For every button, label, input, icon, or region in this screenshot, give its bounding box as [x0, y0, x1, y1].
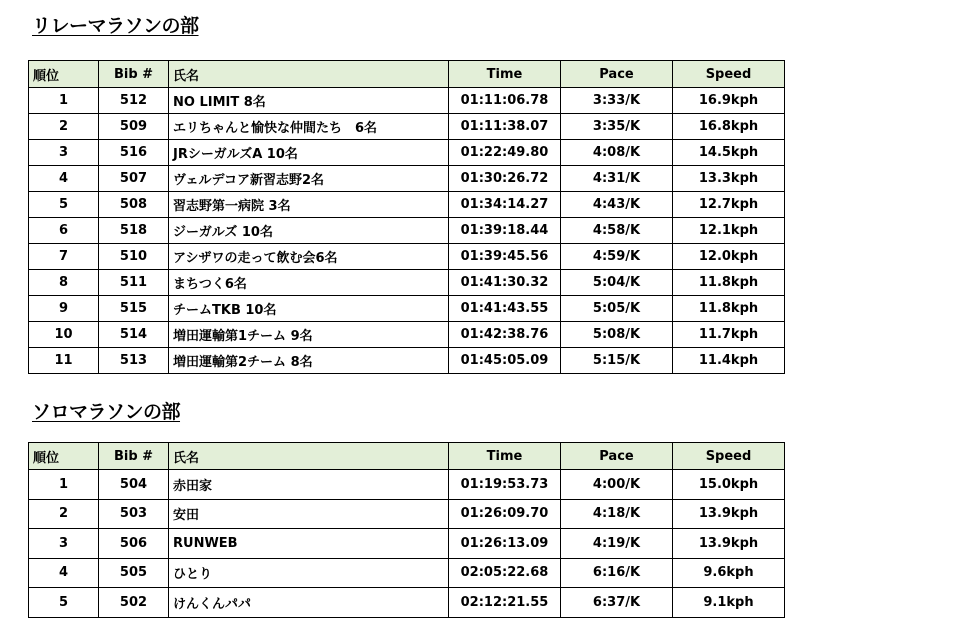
- speed-header: Speed: [673, 443, 785, 470]
- bib-cell: 512: [99, 88, 169, 114]
- rank-cell: 3: [29, 529, 99, 559]
- pace-header: Pace: [561, 443, 673, 470]
- name-cell: ジーガルズ 10名: [169, 218, 449, 244]
- rank-cell: 7: [29, 244, 99, 270]
- bib-cell: 511: [99, 270, 169, 296]
- name-header: 氏名: [169, 443, 449, 470]
- bib-cell: 516: [99, 140, 169, 166]
- bib-cell: 508: [99, 192, 169, 218]
- rank-cell: 3: [29, 140, 99, 166]
- pace-cell: 4:58/K: [561, 218, 673, 244]
- table-row: [29, 166, 785, 192]
- speed-cell: 13.3kph: [673, 166, 785, 192]
- name-cell: エリちゃんと愉快な仲間たち 6名: [169, 114, 449, 140]
- table-row: [29, 244, 785, 270]
- name-cell: RUNWEB: [169, 529, 449, 559]
- rank-cell: 10: [29, 322, 99, 348]
- table-row: [29, 140, 785, 166]
- pace-cell: 4:31/K: [561, 166, 673, 192]
- bib-header: Bib #: [99, 61, 169, 88]
- speed-cell: 11.8kph: [673, 270, 785, 296]
- name-cell: 赤田家: [169, 470, 449, 500]
- name-cell: 増田運輸第2チーム 8名: [169, 348, 449, 374]
- rank-cell: 5: [29, 588, 99, 618]
- name-cell: 習志野第一病院 3名: [169, 192, 449, 218]
- bib-cell: 503: [99, 499, 169, 529]
- solo-section-title: ソロマラソンの部: [32, 401, 181, 423]
- bib-cell: 506: [99, 529, 169, 559]
- speed-cell: 12.7kph: [673, 192, 785, 218]
- speed-cell: 15.0kph: [673, 470, 785, 500]
- time-cell: 01:30:26.72: [449, 166, 561, 192]
- time-cell: 01:26:13.09: [449, 529, 561, 559]
- speed-cell: 14.5kph: [673, 140, 785, 166]
- time-cell: 01:45:05.09: [449, 348, 561, 374]
- name-cell: ひとり: [169, 558, 449, 588]
- name-cell: アシザワの走って飲む会6名: [169, 244, 449, 270]
- pace-cell: 3:33/K: [561, 88, 673, 114]
- pace-cell: 4:18/K: [561, 499, 673, 529]
- rank-cell: 6: [29, 218, 99, 244]
- bib-header: Bib #: [99, 443, 169, 470]
- solo-results-table: [28, 442, 785, 618]
- speed-cell: 11.7kph: [673, 322, 785, 348]
- name-cell: 増田運輸第1チーム 9名: [169, 322, 449, 348]
- pace-cell: 3:35/K: [561, 114, 673, 140]
- relay-results-table: [28, 60, 785, 374]
- table-row: [29, 499, 785, 529]
- table-row: [29, 588, 785, 618]
- name-cell: まちつく6名: [169, 270, 449, 296]
- name-cell: JRシーガルズA 10名: [169, 140, 449, 166]
- name-cell: チームTKB 10名: [169, 296, 449, 322]
- bib-cell: 502: [99, 588, 169, 618]
- bib-cell: 507: [99, 166, 169, 192]
- speed-cell: 13.9kph: [673, 529, 785, 559]
- table-row: [29, 114, 785, 140]
- bib-cell: 509: [99, 114, 169, 140]
- pace-cell: 5:08/K: [561, 322, 673, 348]
- bib-cell: 514: [99, 322, 169, 348]
- speed-cell: 9.6kph: [673, 558, 785, 588]
- rank-cell: 2: [29, 114, 99, 140]
- table-row: [29, 348, 785, 374]
- speed-header: Speed: [673, 61, 785, 88]
- pace-cell: 6:16/K: [561, 558, 673, 588]
- rank-header: 順位: [29, 61, 99, 88]
- rank-cell: 5: [29, 192, 99, 218]
- table-row: [29, 270, 785, 296]
- bib-cell: 504: [99, 470, 169, 500]
- table-header-row: [29, 443, 785, 470]
- pace-cell: 5:04/K: [561, 270, 673, 296]
- bib-cell: 510: [99, 244, 169, 270]
- speed-cell: 16.9kph: [673, 88, 785, 114]
- speed-cell: 13.9kph: [673, 499, 785, 529]
- rank-cell: 8: [29, 270, 99, 296]
- table-row: [29, 470, 785, 500]
- bib-cell: 505: [99, 558, 169, 588]
- table-row: [29, 218, 785, 244]
- speed-cell: 11.4kph: [673, 348, 785, 374]
- bib-cell: 515: [99, 296, 169, 322]
- table-row: [29, 322, 785, 348]
- table-row: [29, 192, 785, 218]
- rank-cell: 9: [29, 296, 99, 322]
- time-header: Time: [449, 443, 561, 470]
- time-cell: 02:12:21.55: [449, 588, 561, 618]
- rank-cell: 2: [29, 499, 99, 529]
- speed-cell: 11.8kph: [673, 296, 785, 322]
- pace-cell: 4:59/K: [561, 244, 673, 270]
- time-cell: 01:41:30.32: [449, 270, 561, 296]
- rank-header: 順位: [29, 443, 99, 470]
- pace-cell: 4:08/K: [561, 140, 673, 166]
- time-cell: 01:19:53.73: [449, 470, 561, 500]
- time-cell: 02:05:22.68: [449, 558, 561, 588]
- name-header: 氏名: [169, 61, 449, 88]
- name-cell: けんくんパパ: [169, 588, 449, 618]
- table-row: [29, 529, 785, 559]
- time-cell: 01:39:18.44: [449, 218, 561, 244]
- time-cell: 01:22:49.80: [449, 140, 561, 166]
- bib-cell: 518: [99, 218, 169, 244]
- table-row: [29, 88, 785, 114]
- bib-cell: 513: [99, 348, 169, 374]
- speed-cell: 16.8kph: [673, 114, 785, 140]
- name-cell: 安田: [169, 499, 449, 529]
- time-cell: 01:41:43.55: [449, 296, 561, 322]
- table-row: [29, 558, 785, 588]
- pace-header: Pace: [561, 61, 673, 88]
- pace-cell: 4:19/K: [561, 529, 673, 559]
- rank-cell: 11: [29, 348, 99, 374]
- pace-cell: 6:37/K: [561, 588, 673, 618]
- speed-cell: 9.1kph: [673, 588, 785, 618]
- name-cell: ヴェルデコア新習志野2名: [169, 166, 449, 192]
- time-cell: 01:11:38.07: [449, 114, 561, 140]
- relay-section-title: リレーマラソンの部: [32, 15, 199, 37]
- time-header: Time: [449, 61, 561, 88]
- speed-cell: 12.0kph: [673, 244, 785, 270]
- speed-cell: 12.1kph: [673, 218, 785, 244]
- time-cell: 01:26:09.70: [449, 499, 561, 529]
- pace-cell: 4:43/K: [561, 192, 673, 218]
- time-cell: 01:39:45.56: [449, 244, 561, 270]
- pace-cell: 5:05/K: [561, 296, 673, 322]
- rank-cell: 1: [29, 470, 99, 500]
- rank-cell: 4: [29, 558, 99, 588]
- time-cell: 01:42:38.76: [449, 322, 561, 348]
- pace-cell: 4:00/K: [561, 470, 673, 500]
- table-header-row: [29, 61, 785, 88]
- name-cell: NO LIMIT 8名: [169, 88, 449, 114]
- rank-cell: 4: [29, 166, 99, 192]
- rank-cell: 1: [29, 88, 99, 114]
- table-row: [29, 296, 785, 322]
- pace-cell: 5:15/K: [561, 348, 673, 374]
- time-cell: 01:34:14.27: [449, 192, 561, 218]
- time-cell: 01:11:06.78: [449, 88, 561, 114]
